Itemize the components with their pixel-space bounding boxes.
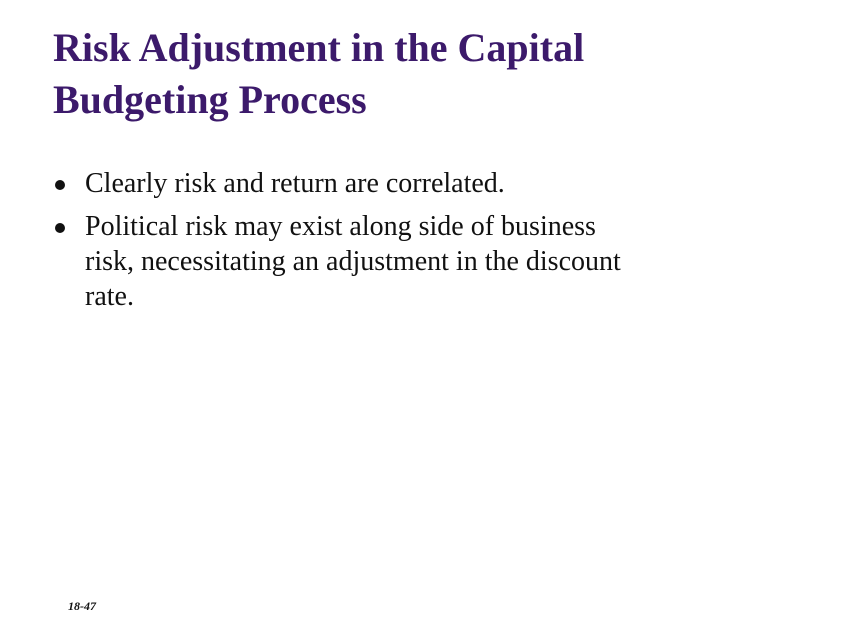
bullet-1-line-1: Clearly risk and return are correlated.: [85, 168, 505, 199]
slide-title-line-2: Budgeting Process: [53, 77, 367, 122]
bullet-list: [52, 166, 792, 322]
slide-title-line-1: Risk Adjustment in the Capital: [53, 25, 585, 70]
bullet-item-1: [52, 166, 792, 201]
bullet-dot-icon: [55, 180, 65, 190]
bullet-2-line-3: rate.: [85, 281, 134, 312]
bullet-text-1: [85, 166, 792, 201]
page-number: 18-47: [68, 599, 96, 613]
bullet-text-2: [85, 209, 792, 314]
bullet-2-line-2: risk, necessitating an adjustment in the discount: [85, 246, 621, 277]
bullet-dot-icon: [55, 223, 65, 233]
bullet-item-2: [52, 209, 792, 314]
slide-title: [53, 22, 813, 126]
bullet-2-line-1: Political risk may exist along side of business: [85, 211, 596, 242]
